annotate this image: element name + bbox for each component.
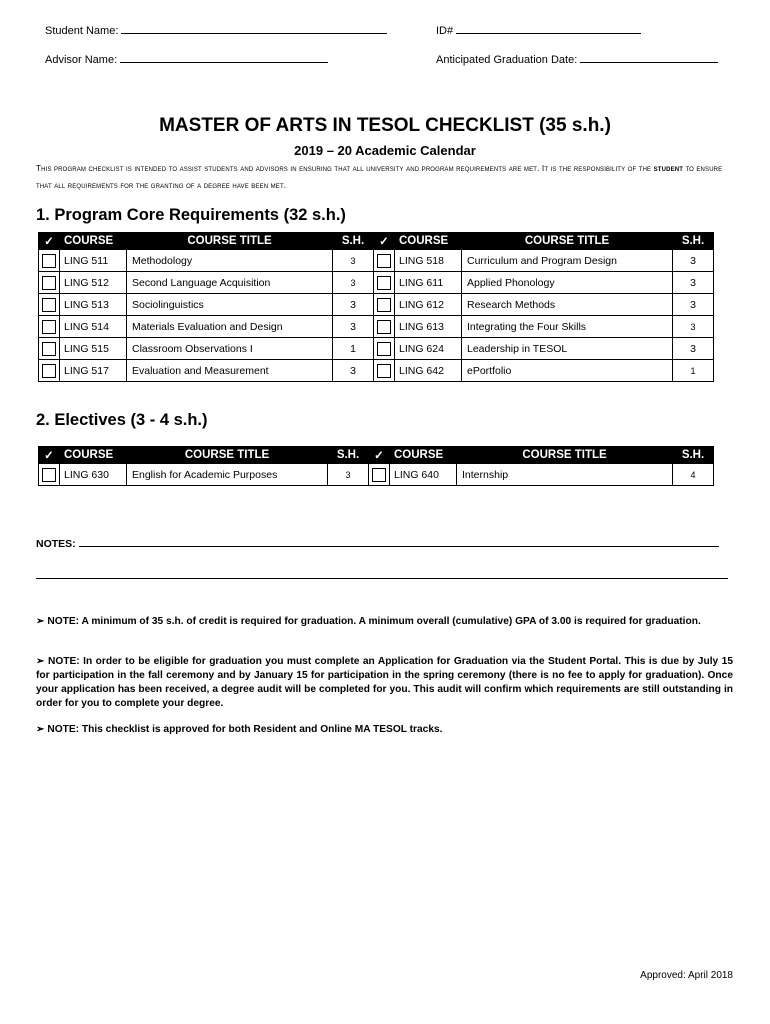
course-code: LING 513: [60, 294, 127, 316]
notes-label: NOTES:: [36, 538, 76, 550]
course-title: English for Academic Purposes: [127, 464, 328, 486]
table-row: [39, 360, 714, 382]
core-table: [38, 232, 714, 382]
course-title: Research Methods: [462, 294, 673, 316]
course-sh: 3: [673, 338, 714, 360]
course-sh: 3: [673, 250, 714, 272]
course-code: LING 517: [60, 360, 127, 382]
course-sh: 3: [328, 464, 369, 486]
course-title: Applied Phonology: [462, 272, 673, 294]
course-checkbox[interactable]: [39, 360, 60, 382]
table-row: [39, 294, 714, 316]
notes-field[interactable]: [36, 538, 719, 550]
title-header: COURSE TITLE: [127, 233, 333, 250]
course-sh: 3: [673, 272, 714, 294]
course-checkbox[interactable]: [374, 272, 395, 294]
course-code: LING 613: [395, 316, 462, 338]
course-sh: 3: [673, 294, 714, 316]
course-checkbox[interactable]: [374, 294, 395, 316]
intro-text: [36, 160, 736, 194]
title-header: COURSE TITLE: [462, 233, 673, 250]
id-label: ID#: [436, 25, 454, 37]
id-field[interactable]: [436, 24, 641, 37]
course-code: LING 612: [395, 294, 462, 316]
course-title: Classroom Observations I: [127, 338, 333, 360]
title-header: COURSE TITLE: [457, 447, 673, 464]
course-title: Curriculum and Program Design: [462, 250, 673, 272]
check-header: ✓: [39, 447, 60, 464]
check-header: ✓: [39, 233, 60, 250]
grad-date-line[interactable]: [580, 53, 718, 63]
course-title: Second Language Acquisition: [127, 272, 333, 294]
course-sh: 1: [673, 360, 714, 382]
advisor-name-label: Advisor Name:: [45, 54, 118, 66]
course-checkbox[interactable]: [374, 250, 395, 272]
course-sh: 1: [333, 338, 374, 360]
course-sh: 3: [673, 316, 714, 338]
course-code: LING 611: [395, 272, 462, 294]
sh-header: S.H.: [673, 447, 714, 464]
grad-date-field[interactable]: [436, 53, 718, 66]
student-name-line[interactable]: [121, 24, 387, 34]
course-header: COURSE: [395, 233, 462, 250]
notes-line-2[interactable]: [36, 578, 728, 579]
grad-date-label: Anticipated Graduation Date:: [436, 54, 578, 66]
course-sh: 3: [333, 250, 374, 272]
course-sh: 3: [333, 294, 374, 316]
page-subtitle: 2019 – 20 Academic Calendar: [294, 143, 476, 158]
intro-part1: This program checklist is intended to assist students and advisors in ensuring that all university and program requirements are met. It is the responsibility of the: [36, 164, 654, 173]
course-code: LING 518: [395, 250, 462, 272]
course-code: LING 511: [60, 250, 127, 272]
course-header: COURSE: [60, 447, 127, 464]
student-name-field[interactable]: [45, 24, 387, 37]
table-row: [39, 464, 714, 486]
course-code: LING 624: [395, 338, 462, 360]
advisor-name-line[interactable]: [120, 53, 328, 63]
course-code: LING 642: [395, 360, 462, 382]
course-title: Methodology: [127, 250, 333, 272]
intro-bold: student: [653, 164, 684, 173]
course-header: COURSE: [390, 447, 457, 464]
course-checkbox[interactable]: [374, 360, 395, 382]
core-heading: 1. Program Core Requirements (32 s.h.): [36, 206, 346, 224]
approved-date: Approved: April 2018: [640, 970, 733, 981]
electives-heading: 2. Electives (3 - 4 s.h.): [36, 411, 208, 429]
course-sh: 3: [333, 316, 374, 338]
core-header-row: [39, 233, 714, 250]
course-code: LING 512: [60, 272, 127, 294]
course-title: Sociolinguistics: [127, 294, 333, 316]
course-title: Internship: [457, 464, 673, 486]
course-checkbox[interactable]: [39, 316, 60, 338]
title-header: COURSE TITLE: [127, 447, 328, 464]
course-title: Integrating the Four Skills: [462, 316, 673, 338]
course-title: Leadership in TESOL: [462, 338, 673, 360]
note-credits: ➢ NOTE: A minimum of 35 s.h. of credit is required for graduation. A minimum overall (cumulative) GPA of 3.00 is required for graduation.: [36, 616, 701, 627]
note-graduation-application: ➢ NOTE: In order to be eligible for graduation you must complete an Application for Graduation via the Student Portal. This is due by July 15 for participation in the fall ceremony and by January 15 for participation in the spring ceremony (there is no fee to apply for graduation). Once your application has been received, a degree audit will be completed for you. This audit will confirm which requirements are still outstanding in order for you to complete your degree.: [36, 656, 733, 709]
course-code: LING 514: [60, 316, 127, 338]
table-row: [39, 316, 714, 338]
course-sh: 3: [333, 272, 374, 294]
course-checkbox[interactable]: [39, 338, 60, 360]
check-header: ✓: [374, 233, 395, 250]
course-header: COURSE: [60, 233, 127, 250]
check-header: ✓: [369, 447, 390, 464]
sh-header: S.H.: [673, 233, 714, 250]
course-checkbox[interactable]: [39, 250, 60, 272]
table-row: [39, 272, 714, 294]
id-line[interactable]: [456, 24, 641, 34]
course-checkbox[interactable]: [39, 464, 60, 486]
course-checkbox[interactable]: [39, 294, 60, 316]
advisor-name-field[interactable]: [45, 53, 328, 66]
student-name-label: Student Name:: [45, 25, 119, 37]
electives-table: [38, 446, 714, 486]
sh-header: S.H.: [328, 447, 369, 464]
course-title: Materials Evaluation and Design: [127, 316, 333, 338]
course-code: LING 640: [390, 464, 457, 486]
course-title: Evaluation and Measurement: [127, 360, 333, 382]
course-code: LING 630: [60, 464, 127, 486]
course-checkbox[interactable]: [374, 338, 395, 360]
course-checkbox[interactable]: [39, 272, 60, 294]
course-checkbox[interactable]: [374, 316, 395, 338]
course-sh: 3: [333, 360, 374, 382]
intro-part2: to ensure that all requirements for the granting of a degree have been met.: [36, 164, 723, 190]
course-sh: 4: [673, 464, 714, 486]
sh-header: S.H.: [333, 233, 374, 250]
course-checkbox[interactable]: [369, 464, 390, 486]
electives-header-row: [39, 447, 714, 464]
course-code: LING 515: [60, 338, 127, 360]
note-approval: ➢ NOTE: This checklist is approved for both Resident and Online MA TESOL tracks.: [36, 724, 443, 735]
page-title: MASTER OF ARTS IN TESOL CHECKLIST (35 s.h.): [159, 115, 611, 136]
notes-line[interactable]: [79, 539, 719, 547]
table-row: [39, 338, 714, 360]
course-title: ePortfolio: [462, 360, 673, 382]
table-row: [39, 250, 714, 272]
